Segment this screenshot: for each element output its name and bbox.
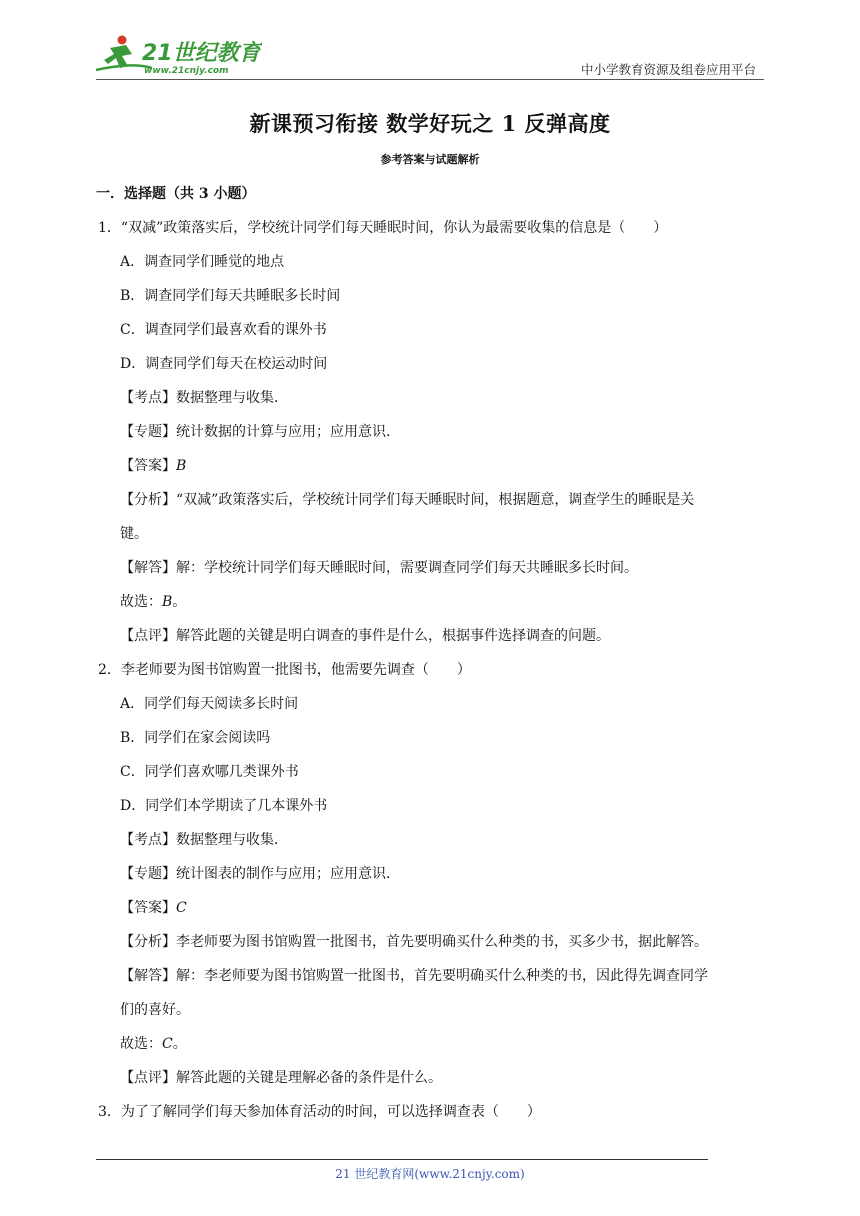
- page-subtitle: 参考答案与试题解析: [380, 153, 480, 166]
- fenxi-line-2: 键。: [120, 526, 148, 542]
- answer-label: 【答案】: [120, 900, 176, 916]
- option-b: B．同学们在家会阅读吗: [120, 730, 271, 746]
- zhuanti: 【专题】统计图表的制作与应用；应用意识．: [120, 866, 400, 882]
- question-stem: 3．为了了解同学们每天参加体育活动的时间，可以选择调查表（ ）: [98, 1104, 541, 1120]
- guxuan-end: 。: [172, 1036, 187, 1052]
- guxuan-label: 故选：: [120, 594, 162, 610]
- option-d: D．调查同学们每天在校运动时间: [120, 356, 328, 372]
- answer-label: 【答案】: [120, 458, 176, 474]
- option-a: A．同学们每天阅读多长时间: [120, 696, 299, 712]
- guxuan-value: B: [162, 594, 173, 610]
- option-d: D．同学们本学期读了几本课外书: [120, 798, 328, 814]
- guxuan-line: [96, 585, 768, 619]
- platform-label: 中小学教育资源及组卷应用平台: [580, 62, 756, 77]
- option-a: A．调查同学们睡觉的地点: [120, 254, 285, 270]
- guxuan-value: C: [162, 1036, 173, 1052]
- zhuanti: 【专题】统计数据的计算与应用；应用意识．: [120, 424, 400, 440]
- page-title: 新课预习衔接 数学好玩之 1 反弹高度: [249, 111, 611, 136]
- footer-divider: [96, 1159, 708, 1160]
- kaodian: 【考点】数据整理与收集．: [120, 832, 288, 848]
- dianping: 【点评】解答此题的关键是理解必备的条件是什么。: [120, 1070, 442, 1086]
- jieda-line-1: 【解答】解：学校统计同学们每天睡眠时间，需要调查同学们每天共睡眠多长时间。: [120, 560, 638, 576]
- page-header: [0, 0, 860, 90]
- answer-line: [96, 449, 768, 483]
- guxuan-end: 。: [172, 594, 187, 610]
- logo-url: www.21cnjy.com: [144, 66, 229, 76]
- guxuan-line: [96, 1027, 768, 1061]
- answer-value: B: [176, 458, 187, 474]
- site-logo[interactable]: [92, 34, 262, 78]
- option-c: C．调查同学们最喜欢看的课外书: [120, 322, 327, 338]
- answer-line: [96, 891, 768, 925]
- answer-value: C: [176, 900, 187, 916]
- jieda-line-1: 【解答】解：李老师要为图书馆购置一批图书，首先要明确买什么种类的书，因此得先调查同学: [120, 968, 708, 984]
- dianping: 【点评】解答此题的关键是明白调查的事件是什么，根据事件选择调查的问题。: [120, 628, 610, 644]
- logo-text: 21世纪教育: [142, 41, 261, 66]
- section-heading: 一．选择题（共 3 小题）: [96, 186, 256, 202]
- option-c: C．同学们喜欢哪几类课外书: [120, 764, 299, 780]
- option-b: B．调查同学们每天共睡眠多长时间: [120, 288, 341, 304]
- kaodian: 【考点】数据整理与收集．: [120, 390, 288, 406]
- fenxi-line-1: 【分析】李老师要为图书馆购置一批图书，首先要明确买什么种类的书，买多少书，据此解答。: [120, 934, 708, 950]
- guxuan-label: 故选：: [120, 1036, 162, 1052]
- question-stem: 2．李老师要为图书馆购置一批图书，他需要先调查（ ）: [98, 662, 471, 678]
- fenxi-line-1: 【分析】“双减”政策落实后，学校统计同学们每天睡眠时间，根据题意，调查学生的睡眠是关: [120, 492, 695, 508]
- questions-content: [96, 211, 768, 1129]
- question-stem: 1．“双减”政策落实后，学校统计同学们每天睡眠时间，你认为最需要收集的信息是（ ）: [98, 220, 668, 236]
- footer-link[interactable]: 21 世纪教育网(www.21cnjy.com): [335, 1167, 525, 1181]
- jieda-line-2: 们的喜好。: [120, 1002, 190, 1018]
- runner-logo-icon: [92, 34, 262, 78]
- header-divider: [96, 79, 764, 80]
